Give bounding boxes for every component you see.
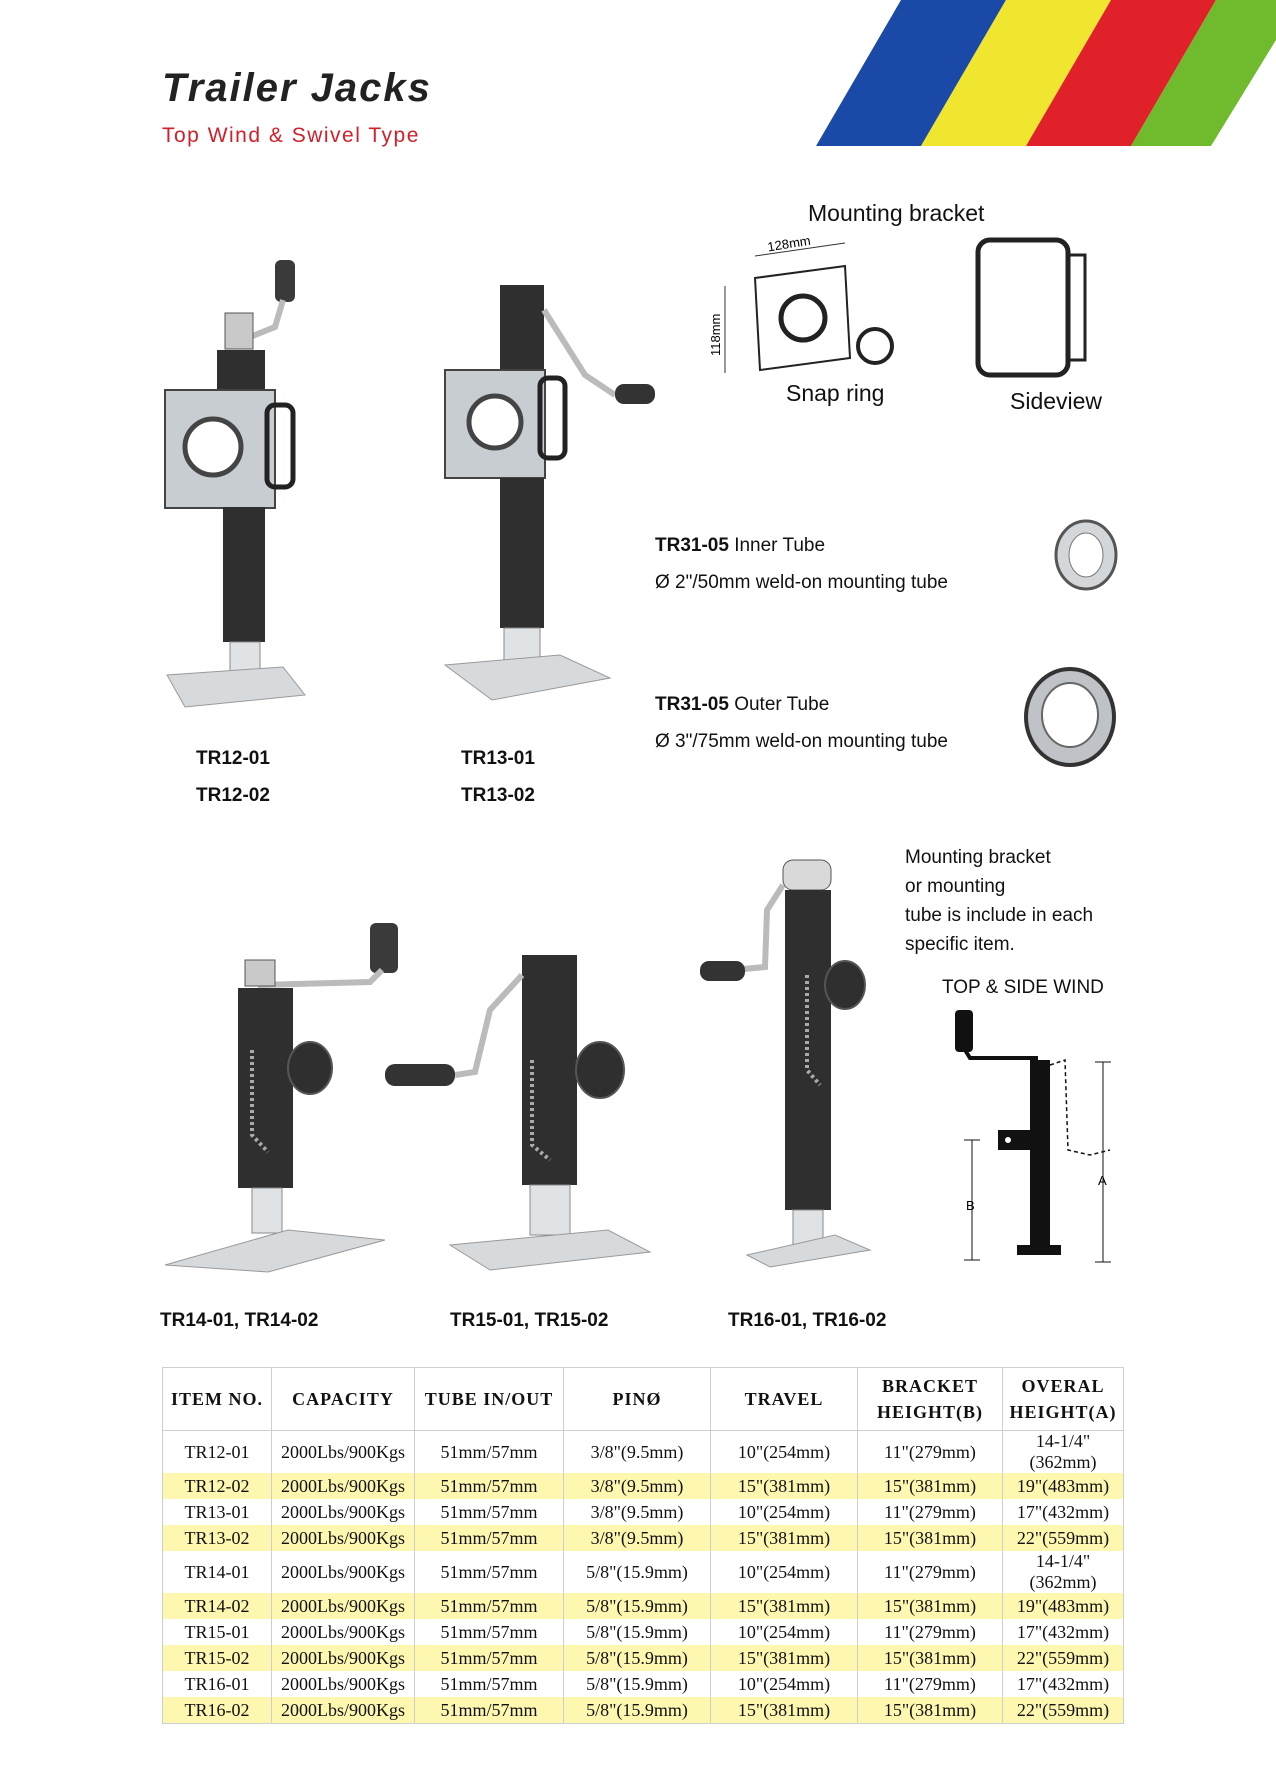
model-label-tr16: TR16-01, TR16-02 <box>728 1310 887 1331</box>
table-cell: 15"(381mm) <box>858 1525 1003 1551</box>
outer-tube-desc: Ø 3"/75mm weld-on mounting tube <box>655 731 948 752</box>
table-cell: TR13-01 <box>163 1499 272 1525</box>
table-cell: 10"(254mm) <box>711 1671 858 1697</box>
table-cell: 11"(279mm) <box>858 1431 1003 1474</box>
table-cell: 5/8"(15.9mm) <box>564 1697 711 1724</box>
table-cell: 2000Lbs/900Kgs <box>272 1645 415 1671</box>
inner-tube-image <box>1048 515 1128 600</box>
dimension-diagram <box>950 1000 1130 1280</box>
table-cell: 19"(483mm) <box>1003 1593 1124 1619</box>
table-cell: 14-1/4"(362mm) <box>1003 1551 1124 1593</box>
table-cell: 5/8"(15.9mm) <box>564 1593 711 1619</box>
table-cell: TR14-01 <box>163 1551 272 1593</box>
table-row <box>163 1697 1124 1724</box>
header-pin: PINØ <box>564 1368 711 1431</box>
header-item-no: ITEM NO. <box>163 1368 272 1431</box>
table-cell: 5/8"(15.9mm) <box>564 1551 711 1593</box>
table-cell: 3/8"(9.5mm) <box>564 1525 711 1551</box>
header-travel: TRAVEL <box>711 1368 858 1431</box>
table-cell: 15"(381mm) <box>858 1593 1003 1619</box>
table-cell: 17"(432mm) <box>1003 1499 1124 1525</box>
table-cell: 17"(432mm) <box>1003 1619 1124 1645</box>
header-overall-height: OVERAL HEIGHT(A) <box>1003 1368 1124 1431</box>
table-cell: 51mm/57mm <box>415 1671 564 1697</box>
table-cell: 22"(559mm) <box>1003 1525 1124 1551</box>
table-cell: 3/8"(9.5mm) <box>564 1499 711 1525</box>
table-cell: 22"(559mm) <box>1003 1697 1124 1724</box>
mounting-bracket-title: Mounting bracket <box>808 200 985 226</box>
table-cell: 10"(254mm) <box>711 1619 858 1645</box>
snap-ring-label: Snap ring <box>786 380 885 406</box>
label-b-text: B <box>966 1198 975 1213</box>
table-cell: 15"(381mm) <box>858 1697 1003 1724</box>
page-title: Trailer Jacks <box>162 66 432 110</box>
model-label-tr13-02: TR13-02 <box>461 785 535 806</box>
table-cell: 15"(381mm) <box>711 1697 858 1724</box>
table-row <box>163 1671 1124 1697</box>
table-cell: 5/8"(15.9mm) <box>564 1619 711 1645</box>
table-cell: 2000Lbs/900Kgs <box>272 1551 415 1593</box>
jack-tr15-image <box>380 950 660 1275</box>
header-tube: TUBE IN/OUT <box>415 1368 564 1431</box>
header-bracket-height: BRACKET HEIGHT(B) <box>858 1368 1003 1431</box>
table-cell: 15"(381mm) <box>858 1473 1003 1499</box>
table-cell: 19"(483mm) <box>1003 1473 1124 1499</box>
table-cell: TR13-02 <box>163 1525 272 1551</box>
table-cell: 15"(381mm) <box>711 1645 858 1671</box>
table-cell: 51mm/57mm <box>415 1525 564 1551</box>
table-cell: 3/8"(9.5mm) <box>564 1431 711 1474</box>
outer-tube-title: TR31-05 Outer Tube <box>655 694 830 715</box>
table-cell: 2000Lbs/900Kgs <box>272 1619 415 1645</box>
table-cell: 2000Lbs/900Kgs <box>272 1525 415 1551</box>
jack-tr16-image <box>695 855 875 1270</box>
table-row <box>163 1525 1124 1551</box>
mounting-note: Mounting bracket or mounting tube is include in each specific item. <box>905 847 1094 955</box>
table-row <box>163 1593 1124 1619</box>
jack-tr13-image <box>440 280 690 710</box>
table-cell: 15"(381mm) <box>711 1525 858 1551</box>
table-cell: 5/8"(15.9mm) <box>564 1671 711 1697</box>
table-cell: 17"(432mm) <box>1003 1671 1124 1697</box>
dim-width-text: 128mm <box>766 232 812 255</box>
table-cell: 51mm/57mm <box>415 1499 564 1525</box>
top-side-wind-label: TOP & SIDE WIND <box>942 977 1104 998</box>
table-cell: 15"(381mm) <box>711 1473 858 1499</box>
table-cell: 2000Lbs/900Kgs <box>272 1593 415 1619</box>
spec-table <box>162 1367 1124 1724</box>
table-cell: 51mm/57mm <box>415 1645 564 1671</box>
table-cell: TR15-01 <box>163 1619 272 1645</box>
page-subtitle: Top Wind & Swivel Type <box>162 124 420 147</box>
outer-tube-image <box>1020 665 1120 770</box>
table-cell: 2000Lbs/900Kgs <box>272 1671 415 1697</box>
table-row <box>163 1645 1124 1671</box>
table-cell: 14-1/4"(362mm) <box>1003 1431 1124 1474</box>
jack-tr12-image <box>155 255 305 705</box>
table-cell: 2000Lbs/900Kgs <box>272 1473 415 1499</box>
table-cell: 51mm/57mm <box>415 1619 564 1645</box>
sideview-label: Sideview <box>1010 388 1103 414</box>
table-cell: 51mm/57mm <box>415 1593 564 1619</box>
table-row <box>163 1619 1124 1645</box>
inner-tube-desc: Ø 2"/50mm weld-on mounting tube <box>655 572 948 593</box>
table-cell: 5/8"(15.9mm) <box>564 1645 711 1671</box>
table-cell: 10"(254mm) <box>711 1431 858 1474</box>
label-a-text: A <box>1098 1173 1107 1188</box>
table-cell: 2000Lbs/900Kgs <box>272 1697 415 1724</box>
table-cell: TR16-02 <box>163 1697 272 1724</box>
table-cell: TR12-02 <box>163 1473 272 1499</box>
table-cell: 11"(279mm) <box>858 1499 1003 1525</box>
bracket-sideview-drawing <box>970 235 1100 385</box>
dim-height-text: 118mm <box>708 313 723 356</box>
table-cell: 51mm/57mm <box>415 1431 564 1474</box>
table-cell: 10"(254mm) <box>711 1551 858 1593</box>
jack-tr14-image <box>160 920 400 1275</box>
table-row <box>163 1431 1124 1474</box>
model-label-tr13-01: TR13-01 <box>461 748 535 769</box>
table-cell: 15"(381mm) <box>858 1645 1003 1671</box>
model-label-tr12-02: TR12-02 <box>196 785 270 806</box>
table-cell: 3/8"(9.5mm) <box>564 1473 711 1499</box>
table-cell: 2000Lbs/900Kgs <box>272 1499 415 1525</box>
table-row <box>163 1499 1124 1525</box>
table-row <box>163 1551 1124 1593</box>
model-label-tr15: TR15-01, TR15-02 <box>450 1310 609 1331</box>
table-cell: 11"(279mm) <box>858 1619 1003 1645</box>
table-cell: 10"(254mm) <box>711 1499 858 1525</box>
table-cell: TR14-02 <box>163 1593 272 1619</box>
table-cell: 51mm/57mm <box>415 1473 564 1499</box>
table-cell: TR16-01 <box>163 1671 272 1697</box>
inner-tube-title: TR31-05 Inner Tube <box>655 535 826 556</box>
table-cell: TR15-02 <box>163 1645 272 1671</box>
table-cell: 51mm/57mm <box>415 1697 564 1724</box>
table-cell: TR12-01 <box>163 1431 272 1474</box>
table-cell: 11"(279mm) <box>858 1671 1003 1697</box>
table-row <box>163 1473 1124 1499</box>
table-cell: 22"(559mm) <box>1003 1645 1124 1671</box>
model-label-tr12-01: TR12-01 <box>196 748 270 769</box>
table-cell: 51mm/57mm <box>415 1551 564 1593</box>
table-cell: 11"(279mm) <box>858 1551 1003 1593</box>
header-capacity: CAPACITY <box>272 1368 415 1431</box>
color-stripes-logo <box>816 0 1276 146</box>
table-header-row <box>163 1368 1124 1431</box>
model-label-tr14: TR14-01, TR14-02 <box>160 1310 319 1331</box>
table-cell: 2000Lbs/900Kgs <box>272 1431 415 1474</box>
table-cell: 15"(381mm) <box>711 1593 858 1619</box>
